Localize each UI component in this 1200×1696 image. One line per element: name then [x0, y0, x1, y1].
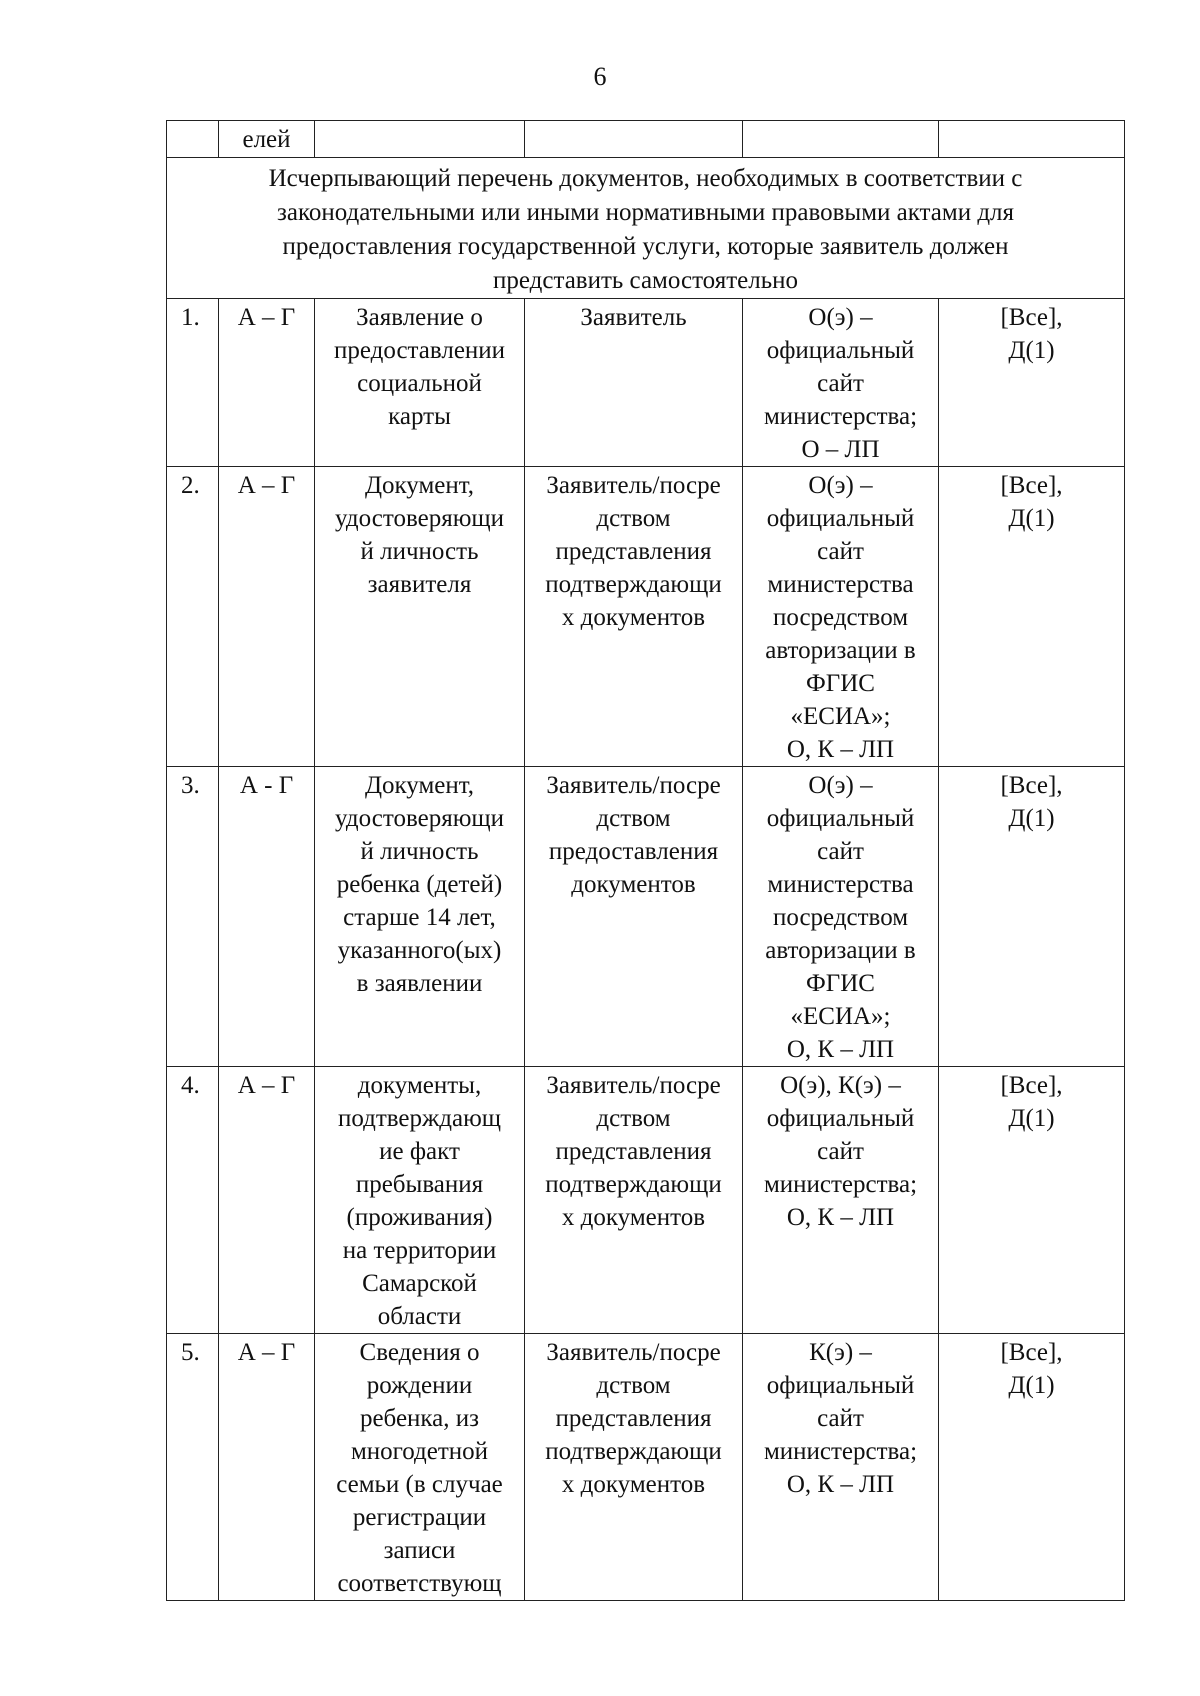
section-heading-line: Исчерпывающий перечень документов, необходимых в соответствии с	[268, 165, 1023, 192]
row-document-line: предоставлении	[333, 337, 506, 364]
table-row-section-heading	[167, 158, 1125, 299]
row-document-line: указанного(ых)	[337, 937, 502, 964]
cell-empty	[939, 121, 1125, 158]
row-document-line: на территории	[342, 1237, 497, 1264]
row-document-line: пребывания	[355, 1171, 484, 1198]
row-provider-line: представления	[555, 1405, 712, 1432]
row-document	[315, 467, 525, 767]
row-form-line: сайт	[817, 838, 864, 865]
row-form-line: официальный	[766, 1105, 915, 1132]
row-document-line: Документ,	[364, 772, 475, 799]
row-note-line: Д(1)	[1008, 1372, 1055, 1399]
row-document-line: ребенка, из	[359, 1405, 480, 1432]
row-category: А – Г	[219, 299, 315, 467]
row-provider	[525, 467, 743, 767]
row-document	[315, 299, 525, 467]
row-provider	[525, 1067, 743, 1334]
row-document-line: записи	[383, 1537, 456, 1564]
row-provider	[525, 767, 743, 1067]
row-form-line: ФГИС	[806, 670, 875, 697]
row-document-line: Документ,	[364, 472, 475, 499]
page-number: 6	[593, 62, 607, 91]
row-form-line: посредством	[772, 904, 909, 931]
row-provider-line: дством	[596, 1105, 671, 1132]
row-number: 5.	[167, 1334, 219, 1601]
table-row-continuation	[167, 121, 1125, 158]
row-document	[315, 1067, 525, 1334]
row-form	[743, 1067, 939, 1334]
row-note	[939, 467, 1125, 767]
row-form-line: официальный	[766, 805, 915, 832]
row-provider-line: предоставления	[548, 838, 719, 865]
row-form-line: «ЕСИА»;	[790, 703, 891, 730]
row-document-line: ие факт	[379, 1138, 460, 1165]
cell-empty	[167, 121, 219, 158]
row-form-line: авторизации в	[765, 937, 916, 964]
row-form-line: О – ЛП	[801, 436, 880, 463]
row-number: 2.	[167, 467, 219, 767]
row-provider-line: подтверждающи	[545, 1171, 722, 1198]
row-number: 4.	[167, 1067, 219, 1334]
row-form-line: посредством	[772, 604, 909, 631]
row-number: 3.	[167, 767, 219, 1067]
row-provider-line: Заявитель/посре	[546, 472, 721, 499]
row-form-line: О, К – ЛП	[786, 1204, 895, 1231]
row-note	[939, 1067, 1125, 1334]
row-provider-line: дством	[596, 505, 671, 532]
row-note-line: Д(1)	[1008, 1105, 1055, 1132]
row-note-line: Д(1)	[1008, 805, 1055, 832]
row-provider-line: Заявитель/посре	[546, 1339, 721, 1366]
row-form-line: официальный	[766, 505, 915, 532]
row-form-line: О(э) –	[808, 472, 873, 499]
row-form-line: О(э) –	[808, 304, 873, 331]
row-form-line: О, К – ЛП	[786, 1471, 895, 1498]
row-form-line: министерства	[767, 871, 914, 898]
row-document-line: ребенка (детей)	[336, 871, 503, 898]
row-document	[315, 1334, 525, 1601]
row-category: А – Г	[219, 1334, 315, 1601]
cell-empty	[743, 121, 939, 158]
row-provider-line: х документов	[561, 604, 706, 631]
row-document-line: (проживания)	[346, 1204, 493, 1231]
row-document-line: й личность	[360, 838, 479, 865]
row-provider-line: дством	[596, 1372, 671, 1399]
row-document-line: в заявлении	[356, 970, 483, 997]
section-heading	[167, 158, 1125, 299]
table-row	[167, 767, 1125, 1067]
row-provider	[525, 299, 743, 467]
row-note-line: Д(1)	[1008, 505, 1055, 532]
row-document-line: й личность	[360, 538, 479, 565]
table-row	[167, 1067, 1125, 1334]
row-document-line: старше 14 лет,	[343, 904, 496, 931]
section-heading-line: предоставления государственной услуги, которые заявитель должен	[282, 233, 1009, 260]
row-form-line: сайт	[817, 1405, 864, 1432]
section-heading-line: законодательными или иными нормативными правовыми актами для	[276, 199, 1015, 226]
row-provider-line: х документов	[561, 1204, 706, 1231]
row-provider-line: подтверждающи	[545, 1438, 722, 1465]
row-form-line: О(э) –	[808, 772, 873, 799]
row-form-line: О, К – ЛП	[786, 736, 895, 763]
row-provider-line: х документов	[561, 1471, 706, 1498]
row-document	[315, 767, 525, 1067]
row-note-line: [Все],	[1000, 772, 1063, 799]
row-note-line: [Все],	[1000, 304, 1063, 331]
row-form-line: министерства;	[763, 1438, 918, 1465]
row-provider-line: Заявитель/посре	[546, 1072, 721, 1099]
row-document-line: области	[377, 1303, 462, 1330]
row-form-line: К(э) –	[809, 1339, 872, 1366]
row-form	[743, 767, 939, 1067]
cell-continuation-text: елей	[219, 121, 315, 158]
row-provider-line: Заявитель	[580, 304, 687, 331]
row-note-line: [Все],	[1000, 1072, 1063, 1099]
table-row	[167, 1334, 1125, 1601]
row-note	[939, 767, 1125, 1067]
row-provider-line: представления	[555, 1138, 712, 1165]
section-heading-line: представить самостоятельно	[493, 267, 798, 294]
row-note	[939, 1334, 1125, 1601]
row-document-line: удостоверяющи	[334, 505, 505, 532]
row-document-line: карты	[388, 403, 451, 430]
row-form	[743, 299, 939, 467]
row-note-line: [Все],	[1000, 1339, 1063, 1366]
row-form	[743, 1334, 939, 1601]
row-document-line: Самарской	[362, 1270, 477, 1297]
row-form-line: официальный	[766, 1372, 915, 1399]
row-form-line: О, К – ЛП	[786, 1036, 895, 1063]
row-provider-line: документов	[571, 871, 696, 898]
row-document-line: регистрации	[352, 1504, 487, 1531]
row-note-line: [Все],	[1000, 472, 1063, 499]
row-form-line: министерства	[767, 571, 914, 598]
row-form-line: сайт	[817, 538, 864, 565]
row-form-line: «ЕСИА»;	[790, 1003, 891, 1030]
table-row	[167, 467, 1125, 767]
row-document-line: подтверждающ	[337, 1105, 502, 1132]
row-form-line: сайт	[817, 370, 864, 397]
row-document-line: Сведения о	[359, 1339, 480, 1366]
row-form-line: сайт	[817, 1138, 864, 1165]
row-form	[743, 467, 939, 767]
row-form-line: ФГИС	[806, 970, 875, 997]
row-provider-line: Заявитель/посре	[546, 772, 721, 799]
row-form-line: официальный	[766, 337, 915, 364]
row-provider	[525, 1334, 743, 1601]
row-document-line: Заявление о	[356, 304, 483, 331]
row-note-line: Д(1)	[1008, 337, 1055, 364]
cell-empty	[525, 121, 743, 158]
row-document-line: многодетной	[350, 1438, 489, 1465]
row-provider-line: дством	[596, 805, 671, 832]
documents-table	[166, 120, 1125, 1601]
row-note	[939, 299, 1125, 467]
row-document-line: удостоверяющи	[334, 805, 505, 832]
row-document-line: соответствующ	[337, 1570, 502, 1597]
row-number: 1.	[167, 299, 219, 467]
row-document-line: рождении	[366, 1372, 473, 1399]
row-form-line: министерства;	[763, 403, 918, 430]
row-category: А - Г	[219, 767, 315, 1067]
row-document-line: социальной	[357, 370, 482, 397]
row-document-line: семьи (в случае	[336, 1471, 503, 1498]
row-form-line: О(э), К(э) –	[780, 1072, 901, 1099]
row-category: А – Г	[219, 1067, 315, 1334]
row-form-line: министерства;	[763, 1171, 918, 1198]
row-provider-line: подтверждающи	[545, 571, 722, 598]
row-form-line: авторизации в	[765, 637, 916, 664]
cell-empty	[315, 121, 525, 158]
row-provider-line: представления	[555, 538, 712, 565]
table-row	[167, 299, 1125, 467]
row-category: А – Г	[219, 467, 315, 767]
row-document-line: документы,	[357, 1072, 482, 1099]
row-document-line: заявителя	[367, 571, 472, 598]
